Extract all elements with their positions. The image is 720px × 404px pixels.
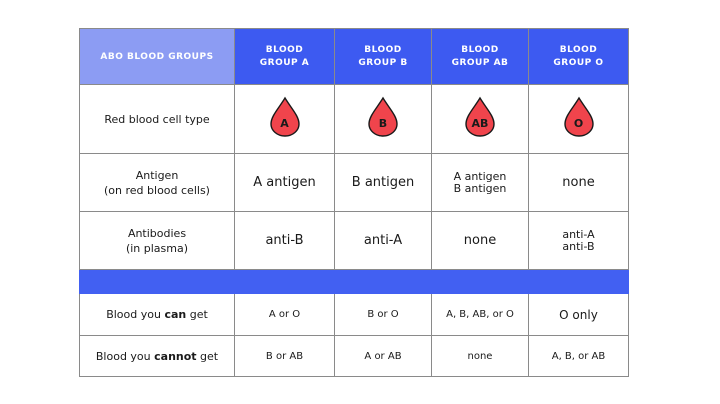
antigen-b: B antigen (335, 154, 432, 212)
antibodies-row (80, 212, 629, 270)
antibodies-b: anti-A (335, 212, 432, 270)
header-group-o-line1: BLOOD (559, 44, 598, 55)
antigen-a: A antigen (235, 154, 335, 212)
header-group-o (529, 29, 629, 85)
drop-label-b: B (378, 117, 388, 130)
cell-type-b (335, 85, 432, 154)
can-get-row (80, 294, 629, 336)
antibodies-a: anti-B (235, 212, 335, 270)
header-group-b (335, 29, 432, 85)
can-get-a: A or O (235, 294, 335, 336)
cannot-get-label-post: get (196, 349, 219, 363)
antigen-row (80, 154, 629, 212)
band-cell (335, 270, 432, 294)
header-group-ab (432, 29, 529, 85)
cell-type-row (80, 85, 629, 154)
blood-drop-icon (463, 96, 497, 138)
header-row (80, 29, 629, 85)
header-group-b-line2: GROUP B (358, 57, 408, 68)
blood-drop-icon (366, 96, 400, 138)
cannot-get-label-pre: Blood you (95, 349, 155, 363)
band-cell (432, 270, 529, 294)
cannot-get-label (80, 336, 235, 377)
band-cell (235, 270, 335, 294)
antibodies-ab: none (432, 212, 529, 270)
cell-type-label: Red blood cell type (80, 85, 235, 154)
header-group-ab-line2: GROUP AB (451, 57, 509, 68)
antibodies-label-line2: (in plasma) (125, 241, 189, 255)
cannot-get-b: A or AB (335, 336, 432, 377)
drop-label-a: A (280, 117, 289, 130)
blood-drop-icon (562, 96, 596, 138)
antigen-label-line1: Antigen (135, 168, 179, 182)
can-get-label-em: can (164, 308, 187, 321)
antigen-label-line2: (on red blood cells) (104, 183, 210, 197)
drop-label-ab: AB (471, 117, 489, 130)
drop-label-o: O (573, 117, 584, 130)
divider-band (80, 270, 629, 294)
can-get-label-post: get (186, 308, 208, 321)
cannot-get-a: B or AB (235, 336, 335, 377)
antigen-o: none (529, 154, 629, 212)
abo-blood-groups-table (79, 28, 629, 377)
can-get-o: O only (529, 294, 629, 336)
can-get-ab: A, B, AB, or O (432, 294, 529, 336)
cell-type-a (235, 85, 335, 154)
antibodies-label (80, 212, 235, 270)
can-get-b: B or O (335, 294, 432, 336)
antibodies-o (529, 212, 629, 270)
antigen-ab-line1: A antigen (453, 169, 507, 183)
antigen-ab (432, 154, 529, 212)
header-group-ab-line1: BLOOD (461, 44, 499, 55)
table-title: ABO BLOOD GROUPS (80, 29, 235, 85)
header-group-o-line2: GROUP O (553, 57, 604, 68)
antibodies-o-line2: anti-B (562, 239, 595, 253)
header-group-a-line1: BLOOD (265, 44, 304, 55)
antibodies-label-line1: Antibodies (127, 226, 187, 240)
cannot-get-row (80, 336, 629, 377)
band-cell (80, 270, 235, 294)
header-group-a (235, 29, 335, 85)
antibodies-o-line1: anti-A (562, 227, 595, 241)
band-cell (529, 270, 629, 294)
antigen-label (80, 154, 235, 212)
can-get-label (80, 294, 235, 336)
can-get-label-pre: Blood you (106, 308, 165, 321)
cannot-get-o: A, B, or AB (529, 336, 629, 377)
cannot-get-label-em: cannot (154, 349, 197, 363)
cell-type-ab (432, 85, 529, 154)
cell-type-o (529, 85, 629, 154)
header-group-b-line1: BLOOD (364, 44, 402, 55)
header-group-a-line2: GROUP A (259, 57, 310, 68)
antigen-ab-line2: B antigen (453, 181, 507, 195)
cannot-get-ab: none (432, 336, 529, 377)
blood-drop-icon (268, 96, 302, 138)
